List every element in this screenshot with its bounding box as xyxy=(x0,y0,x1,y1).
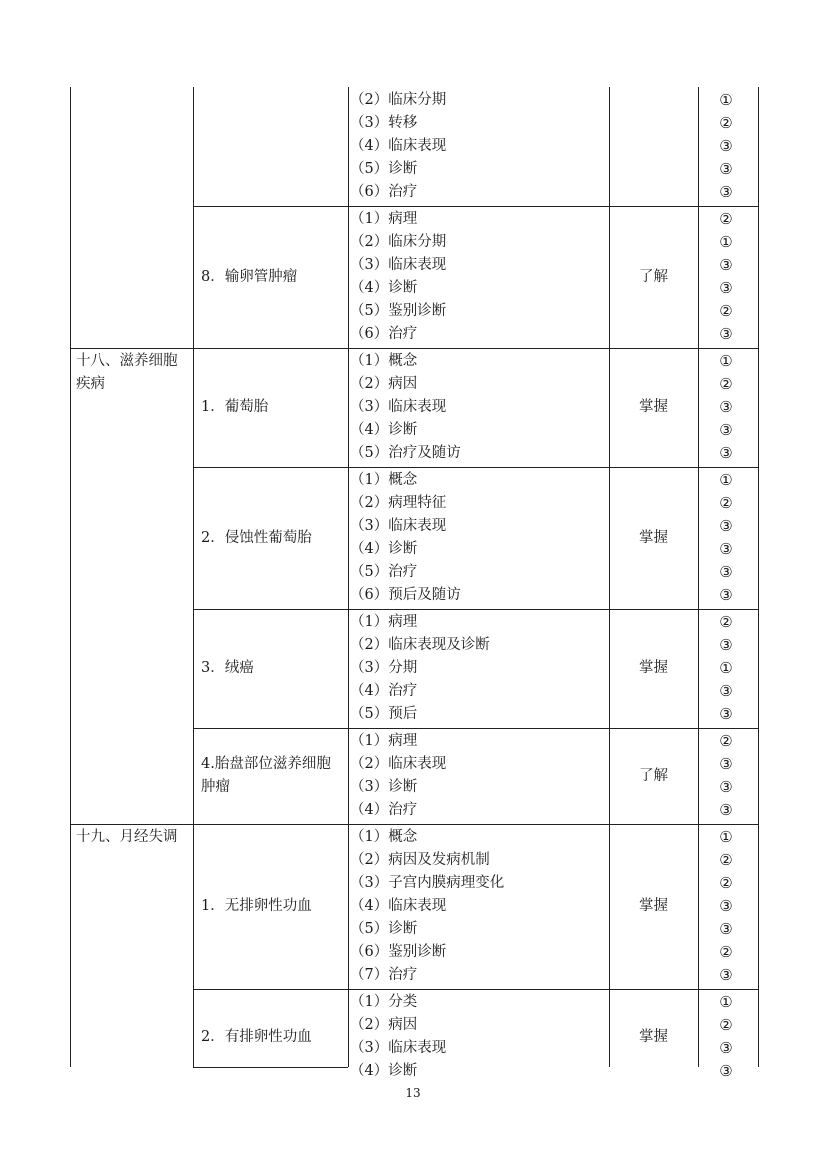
cognitive-level-mark: ③ xyxy=(719,325,733,343)
content-item: （1）病理 xyxy=(350,614,418,630)
content-item: （7）治疗 xyxy=(350,967,418,983)
cognitive-level-mark: ① xyxy=(719,659,733,677)
cognitive-level-mark: ③ xyxy=(719,586,733,604)
cognitive-level-mark: ③ xyxy=(719,636,733,654)
topic-cell xyxy=(201,989,342,1085)
cognitive-level-mark: ③ xyxy=(719,755,733,773)
cognitive-level-mark: ① xyxy=(719,352,733,370)
content-item: （1）概念 xyxy=(350,472,418,488)
cognitive-level-mark: ② xyxy=(719,494,733,512)
topic-title: 1．无排卵性功血 xyxy=(201,898,312,914)
content-item: （3）临床表现 xyxy=(350,257,447,273)
content-item: （4）临床表现 xyxy=(350,898,447,914)
content-item: （5）治疗及随访 xyxy=(350,445,461,461)
content-item: （2）临床表现 xyxy=(350,756,447,772)
requirement-level: 掌握 xyxy=(639,399,668,415)
content-item: （2）临床分期 xyxy=(350,92,447,108)
cognitive-level-mark: ② xyxy=(719,943,733,961)
content-item: （3）转移 xyxy=(350,115,418,131)
page-number: 13 xyxy=(405,1086,421,1100)
requirement-level: 掌握 xyxy=(639,898,668,914)
content-item: （1）病理 xyxy=(350,733,418,749)
content-item: （1）分类 xyxy=(350,994,418,1010)
topic-cell xyxy=(201,609,342,728)
cognitive-level-mark: ③ xyxy=(719,183,733,201)
table-column-rule xyxy=(348,87,349,1067)
content-item: （4）诊断 xyxy=(350,280,418,296)
topic-title: 2．有排卵性功血 xyxy=(201,1028,312,1045)
level-cell xyxy=(609,609,698,728)
content-item: （4）临床表现 xyxy=(350,138,447,154)
cognitive-level-mark: ③ xyxy=(719,920,733,938)
cognitive-level-mark: ③ xyxy=(719,398,733,416)
topic-title: 1．葡萄胎 xyxy=(201,399,269,415)
cognitive-level-mark: ② xyxy=(719,1016,733,1034)
cognitive-level-mark: ② xyxy=(719,732,733,750)
content-item: （5）治疗 xyxy=(350,564,418,580)
cognitive-level-mark: ① xyxy=(719,993,733,1011)
content-item: （5）鉴别诊断 xyxy=(350,303,447,319)
content-item: （6）治疗 xyxy=(350,326,418,342)
requirement-level: 掌握 xyxy=(639,1028,668,1045)
table-column-rule xyxy=(698,87,699,1067)
cognitive-level-mark: ② xyxy=(719,114,733,132)
cognitive-level-mark: ③ xyxy=(719,682,733,700)
cognitive-level-mark: ① xyxy=(719,91,733,109)
content-item: （2）病因及发病机制 xyxy=(350,852,490,868)
topic-title: 2．侵蚀性葡萄胎 xyxy=(201,529,312,546)
cognitive-level-mark: ② xyxy=(719,613,733,631)
content-item: （2）病因 xyxy=(350,376,418,392)
cognitive-level-mark: ② xyxy=(719,851,733,869)
content-item: （6）鉴别诊断 xyxy=(350,944,447,960)
topic-cell xyxy=(201,728,342,824)
content-item: （5）诊断 xyxy=(350,921,418,937)
cognitive-level-mark: ③ xyxy=(719,279,733,297)
cognitive-level-mark: ② xyxy=(719,210,733,228)
requirement-level: 了解 xyxy=(639,767,668,784)
content-item: （4）诊断 xyxy=(350,1063,418,1079)
cognitive-level-mark: ② xyxy=(719,375,733,393)
cognitive-level-mark: ③ xyxy=(719,256,733,274)
content-item: （6）治疗 xyxy=(350,184,418,200)
content-item: （2）临床分期 xyxy=(350,234,447,250)
requirement-level: 掌握 xyxy=(639,529,668,546)
level-cell xyxy=(609,824,698,989)
content-item: （3）分期 xyxy=(350,660,418,676)
topic-cell xyxy=(201,206,342,348)
cognitive-level-mark: ③ xyxy=(719,1039,733,1057)
cognitive-level-mark: ③ xyxy=(719,966,733,984)
topic-cell xyxy=(201,348,342,467)
table-column-rule xyxy=(70,87,71,1067)
level-cell xyxy=(609,206,698,348)
cognitive-level-mark: ② xyxy=(719,874,733,892)
topic-cell xyxy=(201,467,342,609)
content-item: （5）预后 xyxy=(350,706,418,722)
content-item: （2）病因 xyxy=(350,1017,418,1033)
unit-title: 十九、月经失调 xyxy=(76,829,178,845)
content-item: （1）概念 xyxy=(350,829,418,845)
level-cell xyxy=(609,348,698,467)
cognitive-level-mark: ③ xyxy=(719,421,733,439)
cognitive-level-mark: ③ xyxy=(719,517,733,535)
content-item: （4）诊断 xyxy=(350,422,418,438)
level-cell xyxy=(609,989,698,1085)
content-item: （4）诊断 xyxy=(350,541,418,557)
requirement-level: 掌握 xyxy=(639,660,668,676)
table-column-rule xyxy=(193,87,194,1067)
topic-cell xyxy=(201,824,342,989)
content-item: （6）预后及随访 xyxy=(350,587,461,603)
content-item: （4）治疗 xyxy=(350,683,418,699)
requirement-level: 了解 xyxy=(639,268,668,285)
content-item: （1）概念 xyxy=(350,353,418,369)
cognitive-level-mark: ③ xyxy=(719,778,733,796)
cognitive-level-mark: ③ xyxy=(719,137,733,155)
topic-title: 3．绒癌 xyxy=(201,660,254,676)
content-item: （5）诊断 xyxy=(350,161,418,177)
cognitive-level-mark: ① xyxy=(719,828,733,846)
cognitive-level-mark: ③ xyxy=(719,444,733,462)
cognitive-level-mark: ③ xyxy=(719,801,733,819)
topic-title: 4.胎盘部位滋养细胞肿瘤 xyxy=(201,756,331,795)
content-item: （3）临床表现 xyxy=(350,399,447,415)
content-item: （4）治疗 xyxy=(350,802,418,818)
content-item: （3）临床表现 xyxy=(350,518,447,534)
cognitive-level-mark: ① xyxy=(719,471,733,489)
content-item: （2）病理特征 xyxy=(350,495,447,511)
cognitive-level-mark: ③ xyxy=(719,563,733,581)
cognitive-level-mark: ③ xyxy=(719,705,733,723)
level-cell xyxy=(609,467,698,609)
level-cell xyxy=(609,728,698,824)
content-item: （1）病理 xyxy=(350,211,418,227)
content-item: （3）诊断 xyxy=(350,779,418,795)
content-item: （3）子宫内膜病理变化 xyxy=(350,875,505,891)
cognitive-level-mark: ③ xyxy=(719,160,733,178)
content-item: （3）临床表现 xyxy=(350,1040,447,1056)
cognitive-level-mark: ③ xyxy=(719,540,733,558)
cognitive-level-mark: ③ xyxy=(719,897,733,915)
unit-title: 十八、滋养细胞疾病 xyxy=(76,353,178,392)
cognitive-level-mark: ③ xyxy=(719,1062,733,1080)
content-item: （2）临床表现及诊断 xyxy=(350,637,490,653)
topic-title: 8．输卵管肿瘤 xyxy=(201,268,298,285)
cognitive-level-mark: ① xyxy=(719,233,733,251)
table-column-rule xyxy=(758,87,759,1067)
cognitive-level-mark: ② xyxy=(719,302,733,320)
